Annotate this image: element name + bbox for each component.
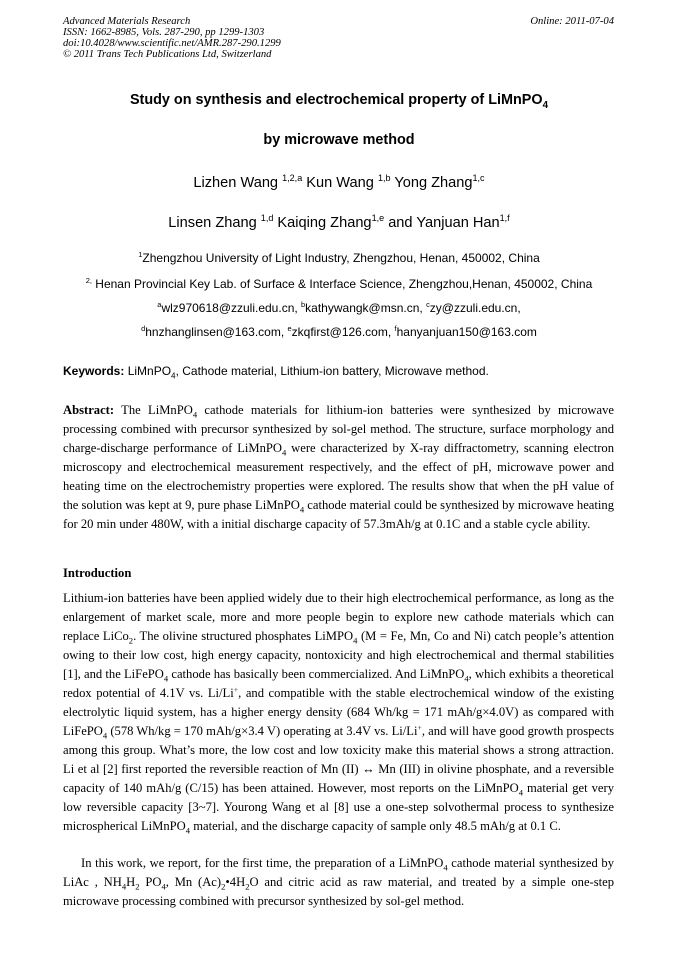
paper-title-line-1: Study on synthesis and electrochemical property of LiMnPO$_4$ (129, 92, 549, 111)
doi-line: doi:10.4028/www.scientific.net/AMR.287-290.1299 (63, 38, 281, 49)
email-link[interactable]: zy@zzuli.edu.cn, (429, 301, 521, 315)
issn-line: ISSN: 1662-8985, Vols. 287-290, pp 1299-1303 (63, 27, 265, 38)
section-heading-introduction: Introduction (63, 566, 132, 580)
online-date: Online: 2011-07-04 (530, 16, 614, 27)
email-link[interactable]: wlz970618@zzuli.edu.cn, (161, 301, 302, 315)
keywords: Keywords: LiMnPO$_4$, Cathode material, Lithium-ion battery, Microwave method. (63, 364, 489, 381)
keywords-label: Keywords: (63, 364, 125, 378)
email-link[interactable]: kathywangk@msn.cn, (305, 301, 427, 315)
author-name: Kaiqing Zhang (273, 215, 372, 231)
abstract: Abstract: The LiMnPO$_4$ cathode materials for lithium-ion batteries were synthesized by microwave processing combined with precursor synthesized by sol-gel method. The structure, surface morphology and charge-discharge performance of LiMnPO$_4$ were characterized by X-ray diffractometry, scanning electron microscopy and electrochemical measurement respectively, and the effect of pH, microwave power and heating time on the electrochemistry properties were explored. The results show that when the pH value of the solution was kept at 9, pure phase LiMnPO$_4$ cathode material could be synthesized by microwave heating for 20 min under 480W, with a initial discharge capacity of 57.3mAh/g at 0.1C and a stable cycle ability. (63, 403, 614, 531)
author-name: Yong Zhang (390, 175, 473, 191)
copyright-line: © 2011 Trans Tech Publications Ltd, Switzerland (63, 49, 272, 60)
abstract-label: Abstract: (63, 403, 115, 417)
affiliation-1: $^1$Zhengzhou University of Light Industry, Zhengzhou, Henan, 450002, China (138, 250, 540, 265)
intro-paragraph-1: Lithium-ion batteries have been applied widely due to their high electrochemical performance, as long as the enlargement of market scale, more and more people begin to explore new cathode materials which can replace LiCo$_2$. The olivine structured phosphates LiMPO$_4$ (M = Fe, Mn, Co and Ni) catch people’s attention owing to their low cost, high energy capacity, nontoxicity and high electrochemical and thermal stabilities [1], and the LiFePO$_4$ cathode has basically been commercialized. And LiMnPO$_4$, which exhibits a theoretical redox potential of 4.1V vs. Li/Li+, and compatible with the stable electrochemical window of the existing electrolytic liquid system, has a higher energy density (684 Wh/kg = 171 mAh/g×4.0V) as compared with LiFePO$_4$ (578 Wh/kg = 170 mAh/g×3.4 V) operating at 3.4V vs. Li/Li+, and will have good growth prospects among this group. What’s more, the low cost and low toxicity make this material shows a strong attraction. Li et al [2] first reported the reversible reaction of Mn (II) ↔ Mn (III) in olivine phosphate, and a reversible capacity of 140 mAh/g (C/15) has been attained. However, most reports on the LiMnPO$_4$ material get very low reversible capacity [3~7]. Yourong Wang et al [8] use a one-step solvothermal process to synthesize microspherical LiMnPO$_4$ material, and the discharge capacity of sample only 48.5 mAh/g at 0.1 C. (63, 591, 615, 836)
author-name: Kun Wang (302, 175, 378, 191)
email-link[interactable]: hanyanjuan150@163.com (396, 325, 537, 339)
paper-title-line-2: by microwave method (263, 132, 415, 148)
author-line-2: Linsen Zhang $^{1,d}$ Kaiqing Zhang$^{1,e}$ and Yanjuan Han$^{1,f}$ (168, 213, 510, 231)
journal-name: Advanced Materials Research (63, 16, 191, 27)
journal-header (63, 16, 281, 60)
author-name: Linsen Zhang (168, 215, 261, 231)
author-name: and Yanjuan Han (384, 215, 500, 231)
email-link[interactable]: zkqfirst@126.com, (291, 325, 395, 339)
intro-paragraph-2: In this work, we report, for the first time, the preparation of a LiMnPO$_4$ cathode material synthesized by LiAc , $NH_4H_2$ $PO_4$, Mn $(Ac)_2•4H_2O$ and citric acid as raw material, and treated by a simple one-step microwave processing combined with precursor synthesized by sol-gel method. (63, 856, 615, 908)
email-line-2: $^d$hnzhanglinsen@163.com, $^e$zkqfirst@126.com, $^f$hanyanjuan150@163.com (141, 324, 537, 339)
affiliation-2: $^{2,}$ Henan Provincial Key Lab. of Surface & Interface Science, Zhengzhou,Henan, 450002, China (85, 276, 593, 291)
author-name: Lizhen Wang (193, 175, 283, 191)
author-line-1: Lizhen Wang $^{1,2,a}$ Kun Wang $^{1,b}$ Yong Zhang$^{1,c}$ (193, 173, 485, 191)
email-link[interactable]: hnzhanglinsen@163.com, (145, 325, 288, 339)
email-line-1: $^a$wlz970618@zzuli.edu.cn, $^b$kathywangk@msn.cn, $^c$zy@zzuli.edu.cn, (157, 300, 521, 315)
